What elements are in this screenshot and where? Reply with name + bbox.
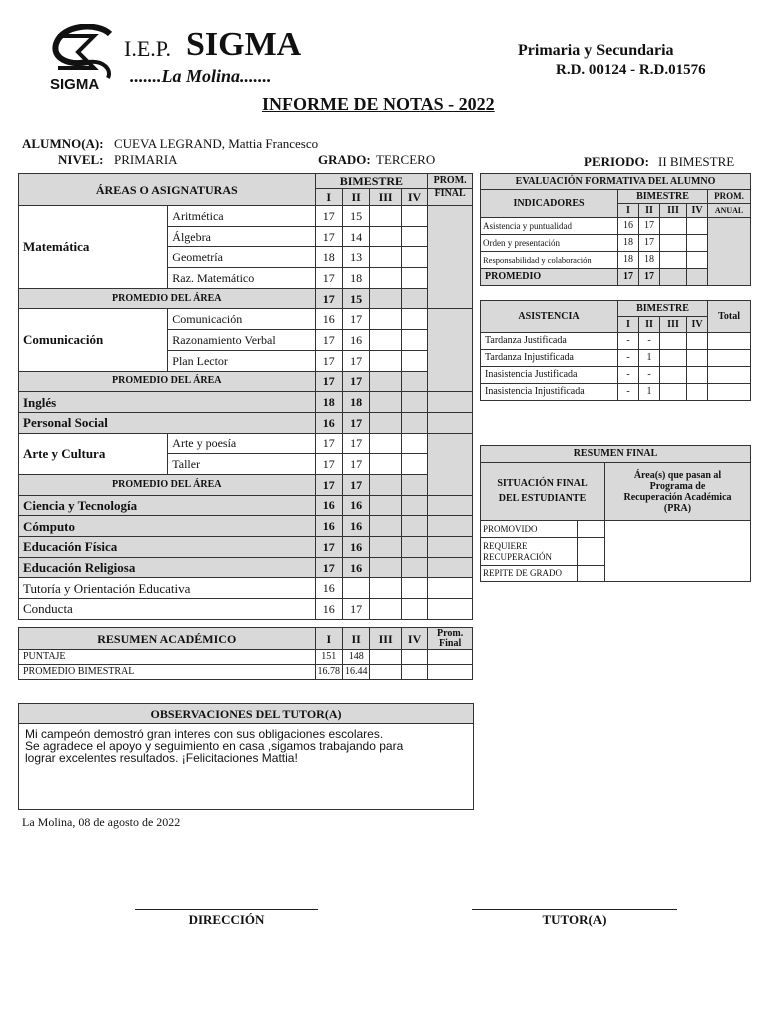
sigma-logo-icon: [48, 24, 120, 80]
bim-1-header: I: [618, 204, 639, 218]
grade-cell: 17: [315, 330, 342, 351]
school-logo: [48, 24, 348, 96]
period-value: II BIMESTRE: [658, 154, 735, 169]
promovido-label: PROMOVIDO: [481, 521, 578, 538]
grade-cell: [342, 578, 369, 599]
promedio-cell: 16.78: [315, 665, 342, 680]
indicator-name: Orden y presentación: [481, 235, 618, 252]
subject-ingles: Inglés: [19, 392, 316, 413]
bim-1-header: I: [315, 628, 342, 650]
grade-cell: 16: [315, 516, 342, 537]
tutor-signature-line: [472, 909, 677, 910]
attendance-cell: [708, 367, 751, 384]
requiere-line: REQUIERE: [483, 540, 528, 551]
pra-header-line: Área(s) que pasan al: [633, 469, 722, 481]
puntaje-cell: [401, 650, 427, 665]
annual-cell: [708, 218, 751, 286]
subject-name: Razonamiento Verbal: [168, 330, 315, 351]
grade-cell: [401, 557, 427, 578]
indicator-cell: 17: [639, 235, 660, 252]
promedio-cell: [401, 665, 427, 680]
bim-4-header: IV: [687, 204, 708, 218]
subject-name: Plan Lector: [168, 350, 315, 371]
indicator-name: Asistencia y puntualidad: [481, 218, 618, 235]
attendance-cell: [687, 384, 708, 401]
area-average-cell: 15: [342, 288, 369, 309]
attendance-cell: [660, 367, 687, 384]
grade-cell: 18: [315, 247, 342, 268]
area-average-label: PROMEDIO DEL ÁREA: [19, 371, 316, 392]
indicator-cell: 16: [618, 218, 639, 235]
grade-cell: 16: [315, 412, 342, 433]
attendance-cell: -: [618, 384, 639, 401]
attendance-cell: [708, 350, 751, 367]
puntaje-cell: 151: [315, 650, 342, 665]
formative-average-cell: 17: [618, 269, 639, 286]
final-header: FINAL: [428, 189, 473, 206]
grade-cell: [401, 350, 427, 371]
grade-cell: 17: [315, 537, 342, 558]
grade-cell: 17: [342, 599, 369, 620]
logo-molina: .......La Molina.......: [130, 66, 272, 86]
grade-cell: [401, 330, 427, 351]
area-average-label: PROMEDIO DEL ÁREA: [19, 288, 316, 309]
grade-cell: 16: [315, 309, 342, 330]
grade-cell: [401, 268, 427, 289]
area-average-cell: 17: [315, 288, 342, 309]
bimestre-header: BIMESTRE: [618, 190, 708, 204]
subject-personal-social: Personal Social: [19, 412, 316, 433]
attendance-cell: 1: [639, 384, 660, 401]
indicator-cell: [687, 235, 708, 252]
grade-cell: [370, 433, 401, 454]
prom-header: PROM.: [428, 174, 473, 189]
indicator-cell: 17: [639, 218, 660, 235]
puntaje-label: PUNTAJE: [19, 650, 316, 665]
total-header: Total: [708, 301, 751, 333]
attendance-row-label: Inasistencia Justificada: [481, 367, 618, 384]
indicator-cell: 18: [639, 252, 660, 269]
indicator-cell: [660, 235, 687, 252]
rd-label: R.D. 00124 - R.D.01576: [556, 62, 706, 78]
bim-3-header: III: [660, 204, 687, 218]
area-comunicacion: Comunicación: [19, 309, 168, 371]
promedio-cell: 16.44: [342, 665, 369, 680]
grade-cell: [370, 599, 401, 620]
grade-label: GRADO:: [318, 152, 371, 167]
grade-cell: 17: [315, 206, 342, 227]
area-matematica: Matemática: [19, 206, 168, 289]
grade-cell: 16: [342, 516, 369, 537]
grade-cell: 15: [342, 206, 369, 227]
area-average-label: PROMEDIO DEL ÁREA: [19, 474, 316, 495]
level-value: PRIMARIA: [114, 152, 178, 167]
area-average-cell: 17: [315, 474, 342, 495]
prom-label: Prom.: [437, 628, 464, 639]
formative-header: EVALUACIÓN FORMATIVA DEL ALUMNO: [481, 174, 751, 190]
attendance-cell: [660, 333, 687, 350]
issue-date: La Molina, 08 de agosto de 2022: [22, 815, 181, 829]
subject-conducta: Conducta: [19, 599, 316, 620]
attendance-cell: -: [639, 333, 660, 350]
grade-cell: [401, 495, 427, 516]
final-label: Final: [439, 637, 462, 649]
repite-checkbox: [578, 566, 605, 582]
attendance-header: ASISTENCIA: [481, 301, 618, 333]
page-title: INFORME DE NOTAS - 2022: [262, 94, 495, 114]
grade-cell: [370, 226, 401, 247]
subject-computo: Cómputo: [19, 516, 316, 537]
grade-cell: [401, 412, 427, 433]
grade-cell: [401, 309, 427, 330]
final-cell: [428, 495, 473, 516]
bim-3-header: III: [370, 628, 401, 650]
bim-1-header: I: [618, 317, 639, 333]
grade-cell: 17: [315, 557, 342, 578]
area-arte-cultura: Arte y Cultura: [19, 433, 168, 474]
tutor-label: TUTOR(A): [542, 912, 607, 927]
grade-cell: 17: [315, 350, 342, 371]
grade-cell: 17: [342, 412, 369, 433]
grade-cell: [370, 516, 401, 537]
attendance-row-label: Tardanza Injustificada: [481, 350, 618, 367]
final-cell: [428, 537, 473, 558]
levels-label: Primaria y Secundaria: [518, 42, 674, 59]
final-cell: [428, 578, 473, 599]
grade-cell: [370, 557, 401, 578]
grade-cell: [401, 247, 427, 268]
final-cell: [428, 557, 473, 578]
observations-table: [18, 703, 474, 810]
grade-cell: [370, 392, 401, 413]
promovido-checkbox: [578, 521, 605, 538]
attendance-cell: [687, 333, 708, 350]
grade-cell: [401, 578, 427, 599]
grade-cell: [401, 433, 427, 454]
subject-ed-religiosa: Educación Religiosa: [19, 557, 316, 578]
indicator-cell: 18: [618, 235, 639, 252]
grade-cell: [401, 226, 427, 247]
attendance-cell: -: [618, 333, 639, 350]
bim-2-header: II: [639, 317, 660, 333]
grade-cell: [370, 495, 401, 516]
area-average-cell: [401, 288, 427, 309]
final-cell: [428, 599, 473, 620]
attendance-cell: [687, 367, 708, 384]
grade-cell: 16: [342, 495, 369, 516]
attendance-row-label: Tardanza Justificada: [481, 333, 618, 350]
formative-average-cell: [660, 269, 687, 286]
bim-1-header: I: [315, 189, 342, 206]
grade-cell: 16: [342, 330, 369, 351]
grade-cell: [370, 247, 401, 268]
formative-evaluation-table: [480, 173, 751, 286]
anual-header: ANUAL: [708, 204, 751, 218]
attendance-cell: [687, 350, 708, 367]
final-cell: [428, 309, 473, 392]
grade-cell: 17: [342, 454, 369, 475]
pra-areas-cell: [605, 521, 751, 582]
area-average-cell: 17: [342, 474, 369, 495]
subject-name: Álgebra: [168, 226, 315, 247]
grade-cell: 17: [315, 226, 342, 247]
puntaje-cell: 148: [342, 650, 369, 665]
grade-cell: [370, 309, 401, 330]
logo-sigma-small: SIGMA: [50, 76, 100, 93]
direccion-signature-line: [135, 909, 318, 910]
subject-name: Taller: [168, 454, 315, 475]
indicators-header: INDICADORES: [481, 190, 618, 218]
indicator-name: Responsabilidad y colaboración: [481, 252, 618, 269]
bim-2-header: II: [342, 628, 369, 650]
grade-cell: 18: [342, 268, 369, 289]
academic-summary-table: [18, 627, 473, 680]
area-average-cell: 17: [315, 371, 342, 392]
bimestre-header: BIMESTRE: [618, 301, 708, 317]
observations-header: OBSERVACIONES DEL TUTOR(A): [19, 704, 474, 724]
final-cell: [428, 516, 473, 537]
situation-header-line: DEL ESTUDIANTE: [498, 492, 587, 504]
grade-cell: [370, 412, 401, 433]
grade-cell: 13: [342, 247, 369, 268]
bimestre-header: BIMESTRE: [315, 174, 428, 189]
student-name: CUEVA LEGRAND, Mattia Francesco: [114, 136, 319, 151]
indicator-cell: [660, 218, 687, 235]
grade-cell: [401, 454, 427, 475]
attendance-table: [480, 300, 751, 401]
observation-line: Se agradece el apoyo y seguimiento en casa ,sigamos trabajando para: [25, 739, 404, 753]
period-label: PERIODO:: [584, 154, 649, 169]
grade-cell: 17: [342, 309, 369, 330]
grade-cell: 17: [342, 433, 369, 454]
subject-ciencia: Ciencia y Tecnología: [19, 495, 316, 516]
bim-3-header: III: [370, 189, 401, 206]
requiere-line: RECUPERACIÓN: [483, 551, 553, 562]
logo-sigma: SIGMA: [186, 26, 302, 63]
pra-header-line: Recuperación Académica: [623, 491, 732, 503]
attendance-cell: [660, 350, 687, 367]
observations-body: [19, 724, 474, 810]
grade-cell: [370, 578, 401, 599]
final-cell: [428, 392, 473, 413]
grade-cell: [370, 330, 401, 351]
prom-header: PROM.: [708, 190, 751, 204]
grade-cell: [370, 454, 401, 475]
subject-name: Raz. Matemático: [168, 268, 315, 289]
puntaje-cell: [428, 650, 473, 665]
student-info: [22, 136, 752, 170]
bim-2-header: II: [639, 204, 660, 218]
subject-tutoria: Tutoría y Orientación Educativa: [19, 578, 316, 599]
bim-3-header: III: [660, 317, 687, 333]
grade-cell: 16: [315, 578, 342, 599]
subject-name: Geometría: [168, 247, 315, 268]
attendance-cell: -: [639, 367, 660, 384]
direccion-label: DIRECCIÓN: [188, 912, 265, 927]
grade-cell: 17: [315, 433, 342, 454]
final-cell: [428, 412, 473, 433]
grade-cell: [370, 206, 401, 227]
prom-final-header: [428, 628, 473, 650]
puntaje-cell: [370, 650, 401, 665]
grade-cell: [401, 599, 427, 620]
promedio-cell: [370, 665, 401, 680]
requiere-recuperacion-label: [481, 538, 578, 566]
final-summary-table: [480, 445, 751, 582]
formative-average-cell: 17: [639, 269, 660, 286]
attendance-cell: [708, 384, 751, 401]
bim-2-header: II: [342, 189, 369, 206]
repite-label: REPITE DE GRADO: [481, 566, 578, 582]
academic-summary-header: RESUMEN ACADÉMICO: [19, 628, 316, 650]
pra-header-line: Programa de: [649, 480, 706, 492]
grade-cell: 18: [315, 392, 342, 413]
grade-cell: [370, 350, 401, 371]
area-average-cell: [401, 371, 427, 392]
grades-table: [18, 173, 473, 620]
indicator-cell: [687, 252, 708, 269]
area-average-cell: 17: [342, 371, 369, 392]
grade-cell: 17: [342, 350, 369, 371]
grade-cell: [401, 206, 427, 227]
subject-name: Aritmética: [168, 206, 315, 227]
final-summary-header: RESUMEN FINAL: [481, 446, 751, 463]
grade-cell: [401, 516, 427, 537]
area-average-cell: [370, 288, 401, 309]
grade-cell: [370, 268, 401, 289]
area-average-cell: [370, 474, 401, 495]
grade-cell: 14: [342, 226, 369, 247]
pra-header-line: (PRA): [663, 502, 692, 514]
formative-average-cell: [687, 269, 708, 286]
grade-cell: 16: [315, 599, 342, 620]
formative-average-label: PROMEDIO: [481, 269, 618, 286]
attendance-cell: [708, 333, 751, 350]
student-name-label: ALUMNO(A):: [22, 136, 104, 151]
situation-header: [481, 463, 605, 521]
promedio-cell: [428, 665, 473, 680]
grade-cell: [401, 537, 427, 558]
grade-value: TERCERO: [376, 152, 436, 167]
bim-4-header: IV: [687, 317, 708, 333]
final-cell: [428, 433, 473, 495]
attendance-cell: 1: [639, 350, 660, 367]
indicator-cell: [660, 252, 687, 269]
bim-4-header: IV: [401, 628, 427, 650]
pra-header: [605, 463, 751, 521]
indicator-cell: 18: [618, 252, 639, 269]
logo-iep: I.E.P.: [124, 36, 172, 61]
grade-cell: 16: [342, 557, 369, 578]
subject-name: Comunicación: [168, 309, 315, 330]
grade-cell: [370, 537, 401, 558]
subject-ed-fisica: Educación Física: [19, 537, 316, 558]
attendance-row-label: Inasistencia Injustificada: [481, 384, 618, 401]
final-cell: [428, 206, 473, 309]
grade-cell: [401, 392, 427, 413]
bim-4-header: IV: [401, 189, 427, 206]
attendance-cell: [660, 384, 687, 401]
grade-cell: 17: [315, 454, 342, 475]
grade-cell: 18: [342, 392, 369, 413]
level-label: NIVEL:: [58, 152, 104, 167]
area-average-cell: [370, 371, 401, 392]
attendance-cell: -: [618, 367, 639, 384]
observation-line: Mi campeón demostró gran interes con sus obligaciones escolares.: [25, 727, 384, 741]
grade-cell: 17: [315, 268, 342, 289]
indicator-cell: [687, 218, 708, 235]
area-average-cell: [401, 474, 427, 495]
areas-header: ÁREAS O ASIGNATURAS: [19, 174, 316, 206]
situation-header-line: SITUACIÓN FINAL: [497, 478, 588, 489]
observation-line: lograr excelentes resultados. ¡Felicitaciones Mattia!: [25, 751, 298, 765]
grade-cell: 16: [315, 495, 342, 516]
promedio-bimestral-label: PROMEDIO BIMESTRAL: [19, 665, 316, 680]
subject-name: Arte y poesía: [168, 433, 315, 454]
requiere-checkbox: [578, 538, 605, 566]
grade-cell: 16: [342, 537, 369, 558]
attendance-cell: -: [618, 350, 639, 367]
